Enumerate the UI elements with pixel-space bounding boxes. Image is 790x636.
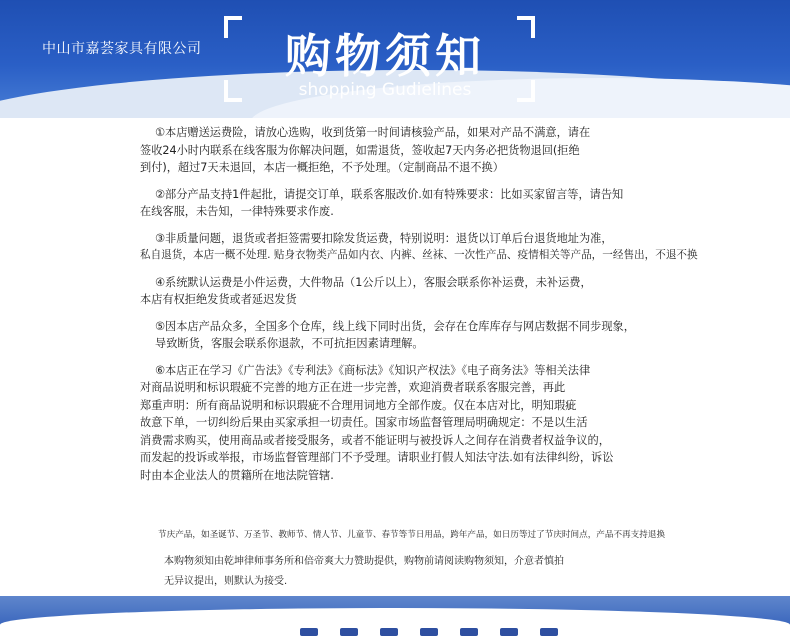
guideline-item-6 <box>140 362 780 485</box>
guideline-line: 签收24小时内联系在线客服为你解决问题，如需退货，签收起7天内务必把货物退回(拒绝 <box>140 143 580 157</box>
guideline-line: 郑重声明：所有商品说明和标识瑕疵不合理用词地方全部作废。仅在本店对比，明知瑕疵 <box>140 398 577 412</box>
guideline-line: ②部分产品支持1件起批，请提交订单，联系客服改价.如有特殊要求：比如买家留言等，请告知 <box>155 187 624 201</box>
guideline-line: 消费需求购买，使用商品或者接受服务，或者不能证明与被投诉人之间存在消费者权益争议的， <box>140 433 610 447</box>
guideline-item-1 <box>140 124 780 177</box>
footer-dash <box>300 628 318 636</box>
guideline-line: 在线客服，未告知，一律特殊要求作废. <box>140 205 334 218</box>
guideline-line: 而发起的投诉或举报，市场监督管理部门不予受理。请职业打假人知法守法.如有法律纠纷，诉讼 <box>140 451 614 464</box>
company-name: 中山市嘉荟家具有限公司 <box>42 41 202 57</box>
guideline-line: 对商品说明和标识瑕疵不完善的地方正在进一步完善，欢迎消费者联系客服完善，再此 <box>140 381 566 394</box>
guideline-line: ④系统默认运费是小件运费，大件物品（1公斤以上），客服会联系你补运费，未补运费， <box>155 275 592 289</box>
footer-dash <box>380 628 398 636</box>
footer-decoration <box>300 628 560 636</box>
footer-dash <box>540 628 558 636</box>
guidelines-body <box>140 124 780 493</box>
bracket-bottom-left <box>224 80 242 102</box>
guideline-item-5 <box>140 318 780 353</box>
page-title: 购物须知 <box>285 29 485 83</box>
guideline-item-4 <box>140 274 780 309</box>
disclaimer <box>164 552 764 592</box>
banner-header <box>0 0 790 118</box>
disclaimer-line: 无异议提出，则默认为接受. <box>164 576 288 587</box>
page-subtitle: shopping Gudielines <box>298 80 472 100</box>
guideline-item-3 <box>140 230 780 265</box>
footer-dash <box>340 628 358 636</box>
guideline-line: 本店有权拒绝发货或者延迟发货 <box>140 293 297 306</box>
footer-dash <box>500 628 518 636</box>
bracket-top-left <box>224 16 242 38</box>
guideline-item-2 <box>140 186 780 221</box>
disclaimer-line: 本购物须知由乾坤律师事务所和倍帝爽大力赞助提供，购物前请阅读购物须知，介意者慎拍 <box>164 556 564 567</box>
holiday-note: 节庆产品，如圣诞节、万圣节、教师节、情人节、儿童节、春节等节日用品，跨年产品，如日历等过了节庆时间点，产品不再支持退换 <box>158 530 666 540</box>
guideline-line: ③非质量问题，退货或者拒签需要扣除发货运费，特别说明：退货以订单后台退货地址为准， <box>155 231 613 245</box>
guideline-line: 时由本企业法人的贯籍所在地法院管辖. <box>140 468 334 482</box>
guideline-line: ⑤因本店产品众多，全国多个仓库，线上线下同时出货，会存在仓库库存与网店数据不同步现象， <box>155 319 635 333</box>
footer-dash <box>460 628 478 636</box>
guideline-line: 私自退货，本店一概不处理. 贴身衣物类产品如内衣、内裤、丝袜、一次性产品、疫情相关等产品，一经售出，不退不换 <box>140 249 698 261</box>
guideline-line: ①本店赠送运费险，请放心选购，收到货第一时间请核验产品，如果对产品不满意，请在 <box>155 126 591 139</box>
guideline-line: 导致断货，客服会联系你退款，不可抗拒因素请理解。 <box>155 337 424 350</box>
guideline-line: ⑥本店正在学习《广告法》《专利法》《商标法》《知识产权法》《电子商务法》等相关法律 <box>155 363 591 377</box>
footer-dash <box>420 628 438 636</box>
guideline-line: 到付)，超过7天未退回，本店一概拒绝，不予处理。（定制商品不退不换） <box>140 161 504 174</box>
guideline-line: 故意下单，一切纠纷后果由买家承担一切责任。国家市场监督管理局明确规定：不是以生活 <box>140 416 588 429</box>
